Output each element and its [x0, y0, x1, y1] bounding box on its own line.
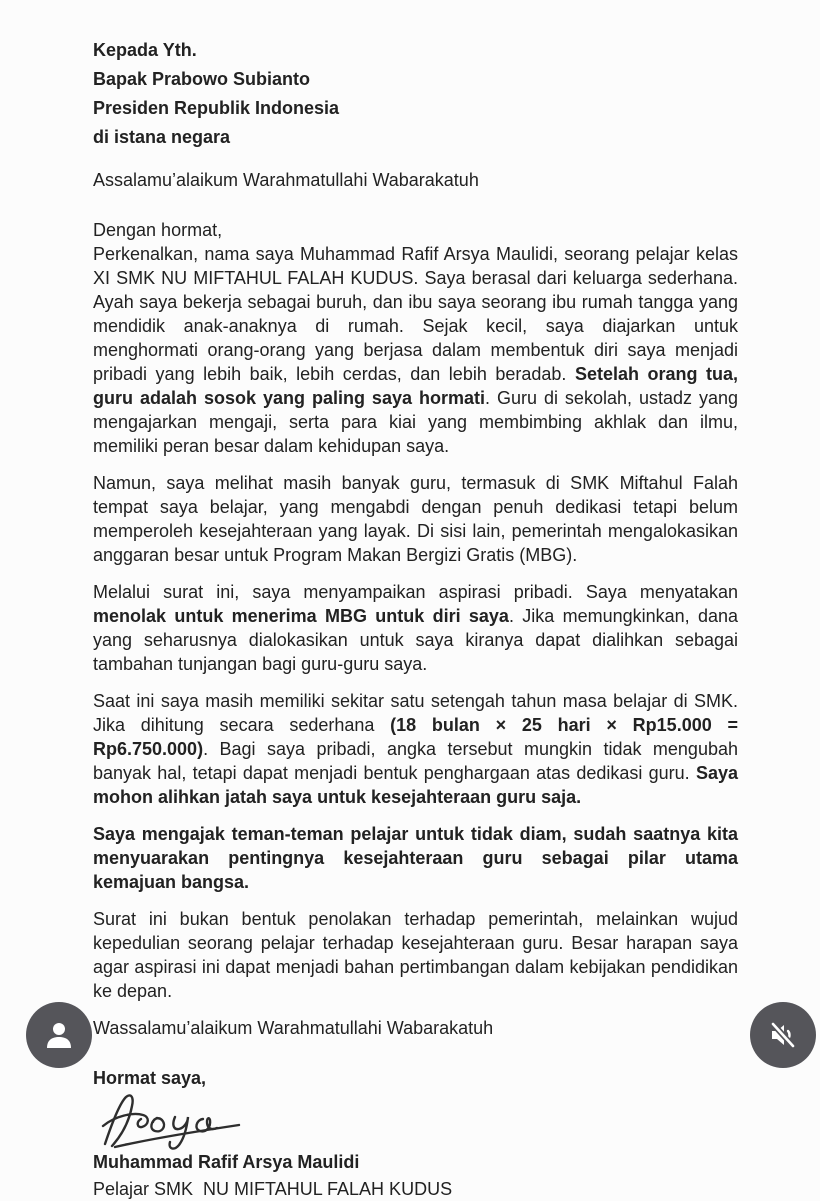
- paragraph: Namun, saya melihat masih banyak guru, termasuk di SMK Miftahul Falah tempat saya belajar, yang mengabdi dengan penuh dedikasi tetapi belum memperoleh kesejahteraan yang layak. Di sisi lain, pemerintah mengalokasikan anggaran besar untuk Program Makan Bergizi Gratis (MBG).: [93, 473, 738, 565]
- tagged-people-button[interactable]: [26, 1002, 92, 1068]
- sign-off: Hormat saya,: [93, 1068, 207, 1088]
- paragraph: Dengan hormat,: [93, 220, 223, 240]
- letter-body: [93, 218, 738, 1003]
- handwritten-signature: [99, 1092, 738, 1150]
- person-icon: [44, 1018, 74, 1052]
- signature-drawing: [99, 1092, 309, 1150]
- sound-off-icon: [768, 1020, 798, 1050]
- signer-title: Pelajar SMK NU MIFTAHUL FALAH KUDUS: [93, 1179, 453, 1199]
- paragraph: Perkenalkan, nama saya Muhammad Rafif Arsya Maulidi, seorang pelajar kelas XI SMK NU MIFTAHUL FALAH KUDUS. Saya berasal dari keluarga sederhana. Ayah saya bekerja sebagai buruh, dan ibu saya seorang ibu rumah tangga yang mendidik anak-anaknya di rumah. Sejak kecil, saya diajarkan untuk menghormati orang-orang yang berjasa dalam membentuk diri saya menjadi pribadi yang lebih baik, lebih cerdas, dan lebih beradab. Setelah orang tua, guru adalah sosok yang paling saya hormati. Guru di sekolah, ustadz yang mengajarkan mengaji, serta para kiai yang membimbing akhlak dan ilmu, memiliki peran besar dalam kehidupan saya.: [93, 244, 738, 456]
- mute-button[interactable]: [750, 1002, 816, 1068]
- recipient-line-place: di istana negara: [93, 127, 231, 147]
- paragraph: Saat ini saya masih memiliki sekitar satu setengah tahun masa belajar di SMK. Jika dihitung secara sederhana (18 bulan × 25 hari × Rp15.000 = Rp6.750.000). Bagi saya pribadi, angka tersebut mungkin tidak mengubah banyak hal, tetapi dapat menjadi bentuk penghargaan atas dedikasi guru. Saya mohon alihkan jatah saya untuk kesejahteraan guru saja.: [93, 691, 738, 807]
- closing-salam: Wassalamu’alaikum Warahmatullahi Wabarakatuh: [93, 1018, 494, 1038]
- paragraph: Saya mengajak teman-teman pelajar untuk tidak diam, sudah saatnya kita menyuarakan pentingnya kesejahteraan guru sebagai pilar utama kemajuan bangsa.: [93, 824, 738, 892]
- recipient-block: [93, 36, 738, 152]
- opening-salam: Assalamu’alaikum Warahmatullahi Wabarakatuh: [93, 170, 479, 190]
- recipient-line-name: Bapak Prabowo Subianto: [93, 69, 311, 89]
- paragraph: Melalui surat ini, saya menyampaikan aspirasi pribadi. Saya menyatakan menolak untuk menerima MBG untuk diri saya. Jika memungkinkan, dana yang seharusnya dialokasikan untuk saya kiranya dapat dialihkan sebagai tambahan tunjangan bagi guru-guru saya.: [93, 582, 738, 674]
- recipient-line-kepada: Kepada Yth.: [93, 40, 197, 60]
- signer-name: Muhammad Rafif Arsya Maulidi: [93, 1152, 360, 1172]
- recipient-line-title: Presiden Republik Indonesia: [93, 98, 340, 118]
- paragraph: Surat ini bukan bentuk penolakan terhadap pemerintah, melainkan wujud kepedulian seorang pelajar terhadap kesejahteraan guru. Besar harapan saya agar aspirasi ini dapat menjadi bahan pertimbangan dalam kebijakan pendidikan ke depan.: [93, 909, 738, 1001]
